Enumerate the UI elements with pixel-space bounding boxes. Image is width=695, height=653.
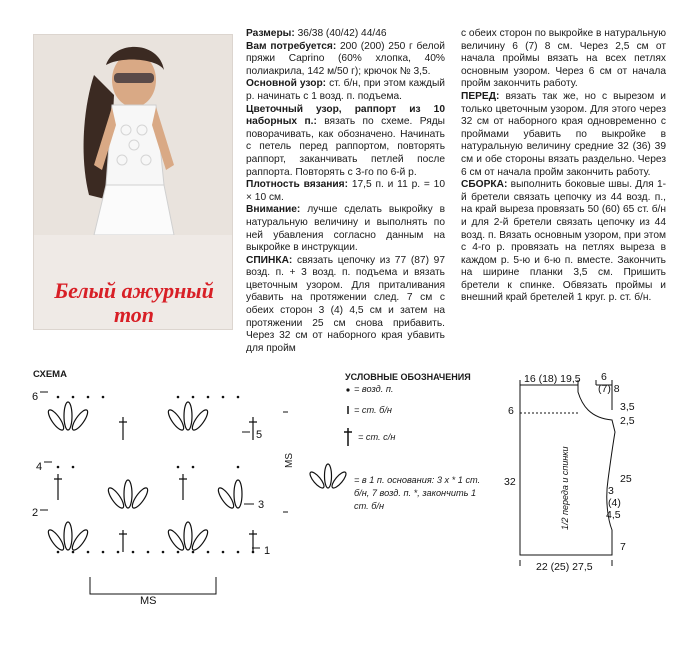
model-figure-image (34, 35, 232, 235)
sizes-text: 36/38 (40/42) 44/46 (294, 28, 387, 39)
main-pattern-text: ст. б/н, при этом каждый р. начинать с 1 возд. п. подъема. (246, 78, 445, 102)
pattern-center-label: 1/2 переда и спинки (560, 446, 570, 530)
double-crochet-icon (344, 428, 352, 446)
chart-row-2: 2 (32, 507, 39, 519)
legend-single-crochet: = ст. б/н (354, 405, 392, 415)
legend-title: УСЛОВНЫЕ ОБОЗНАЧЕНИЯ (345, 372, 471, 382)
model-photo (33, 34, 233, 330)
back-label: СПИНКА: (246, 254, 293, 266)
photo-title-line1: Белый ажурный (54, 278, 214, 303)
chart-row-6: 6 (32, 391, 39, 403)
back-continued-text: с обеих сторон по выкройке в натуральную величину 6 (7) 8 см. Через 2,5 см от начала проймы вязать на всех петлях основным узором. Через 6 см от начала пройм закончить работу. (461, 28, 666, 90)
back-text: связать цепочку из 77 (87) 97 возд. п. + 3 возд. п. подъема и вязать цветочным узором. Для приталивания убавить на протяжении след. 7 см с обеих сторон 3 (4) 4,5 см и затем на протяжении 25 см снова прибавить. Через 32 см от наборного края убавить для пройм (246, 254, 445, 354)
sizes-label: Размеры: (246, 28, 295, 39)
pattern-right-4-5: 4,5 (606, 509, 621, 521)
main-pattern-label: Основной узор: (246, 78, 327, 90)
chart-row-1: 1 (264, 545, 271, 557)
pattern-strap-top: 6 (601, 371, 607, 383)
double-crochet-marks (54, 417, 257, 552)
pattern-right-2-5: 2,5 (620, 415, 635, 427)
chart-row-3: 3 (258, 499, 265, 511)
instructions-column-1 (246, 28, 445, 355)
legend-double-crochet: = ст. с/н (358, 432, 396, 442)
pattern-bottom-width: 22 (25) 27,5 (536, 561, 593, 573)
attention-label: Внимание: (246, 204, 301, 216)
pattern-right-7: 7 (620, 541, 626, 553)
pattern-left-6: 6 (508, 405, 514, 417)
shell-motifs (46, 402, 242, 552)
chart-row-4: 4 (36, 461, 43, 473)
pattern-left-32: 32 (504, 476, 516, 488)
pattern-top-width: 16 (18) 19,5 (524, 373, 581, 385)
materials-text: 200 (200) 250 г белой пряжи Caprino (60% хлопка, 40% полиакрила, 142 м/50 г); крючок № 3,5. (246, 40, 445, 77)
crochet-chart (28, 382, 288, 607)
legend-chain: = возд. п. (354, 384, 394, 394)
photo-title-line2: топ (113, 302, 155, 327)
garment-pattern (500, 370, 650, 580)
chart-row-5: 5 (256, 429, 263, 441)
front-text: вязать так же, но с вырезом и только цветочным узором. Для этого через 32 см от наборного края одновременно с проймами убавить по выкройке в натуральную величину средние 32 (36) 39 см и обе стороны вязать раздельно. Через 6 см от начала пройм закончить работу. (461, 90, 666, 178)
pattern-right-3-5: 3,5 (620, 401, 635, 413)
scheme-title: СХЕМА (33, 369, 67, 380)
density-text: 17,5 п. и 11 р. = 10 × 10 см. (246, 179, 446, 203)
assembly-text: выполнить боковые швы. Для 1-й бретели связать цепочку из 44 возд. п., на край выреза провязать 50 (60) 65 ст. б/н и для 2-й бретели связать цепочку из 44 возд. п. Вязать основным узором, при этом с 4-го р. провязать на петлях выреза в каждом р. 5-ю и 6-ю п. вместе. Закончить на ширине планки 3,5 см. Пришить бретели к спинке. Обвязать проймы и внешний край бретелей 1 круг. р. ст. б/н. (461, 179, 666, 304)
legend-shell: = в 1 п. основания: 3 х * 1 ст. б/н, 7 возд. п. *, закончить 1 ст. б/н (354, 475, 481, 511)
chain-icon (346, 388, 349, 391)
flower-pattern-text: вязать по схеме. Ряды поворачивать, как обозначено. Начинать с петель перед раппортом, повторять раппорт, заканчивать петлей после раппорта. Повторять с 3-го по 6-й р. (246, 116, 445, 178)
front-label: ПЕРЕД: (461, 90, 500, 102)
ms-side-label: MS (284, 453, 295, 468)
flower-pattern-label: Цветочный узор, раппорт из 10 наборных п.: (246, 103, 445, 128)
assembly-label: СБОРКА: (461, 179, 508, 191)
shell-icon (308, 464, 348, 490)
pattern-right-4: (4) (608, 497, 621, 509)
instructions-column-2 (461, 28, 666, 305)
density-label: Плотность вязания: (246, 179, 349, 191)
materials-label: Вам потребуется: (246, 40, 337, 52)
pattern-right-3: 3 (608, 485, 614, 497)
pattern-right-25: 25 (620, 473, 632, 485)
attention-text: лучше сделать выкройку в натуральную величину и выполнять по ней убавления согласно данным на выкройке в инструкции. (246, 204, 445, 254)
legend-symbols (300, 384, 360, 504)
pattern-strap-width: (7) 8 (598, 383, 620, 395)
ms-bottom-label: MS (140, 595, 157, 607)
